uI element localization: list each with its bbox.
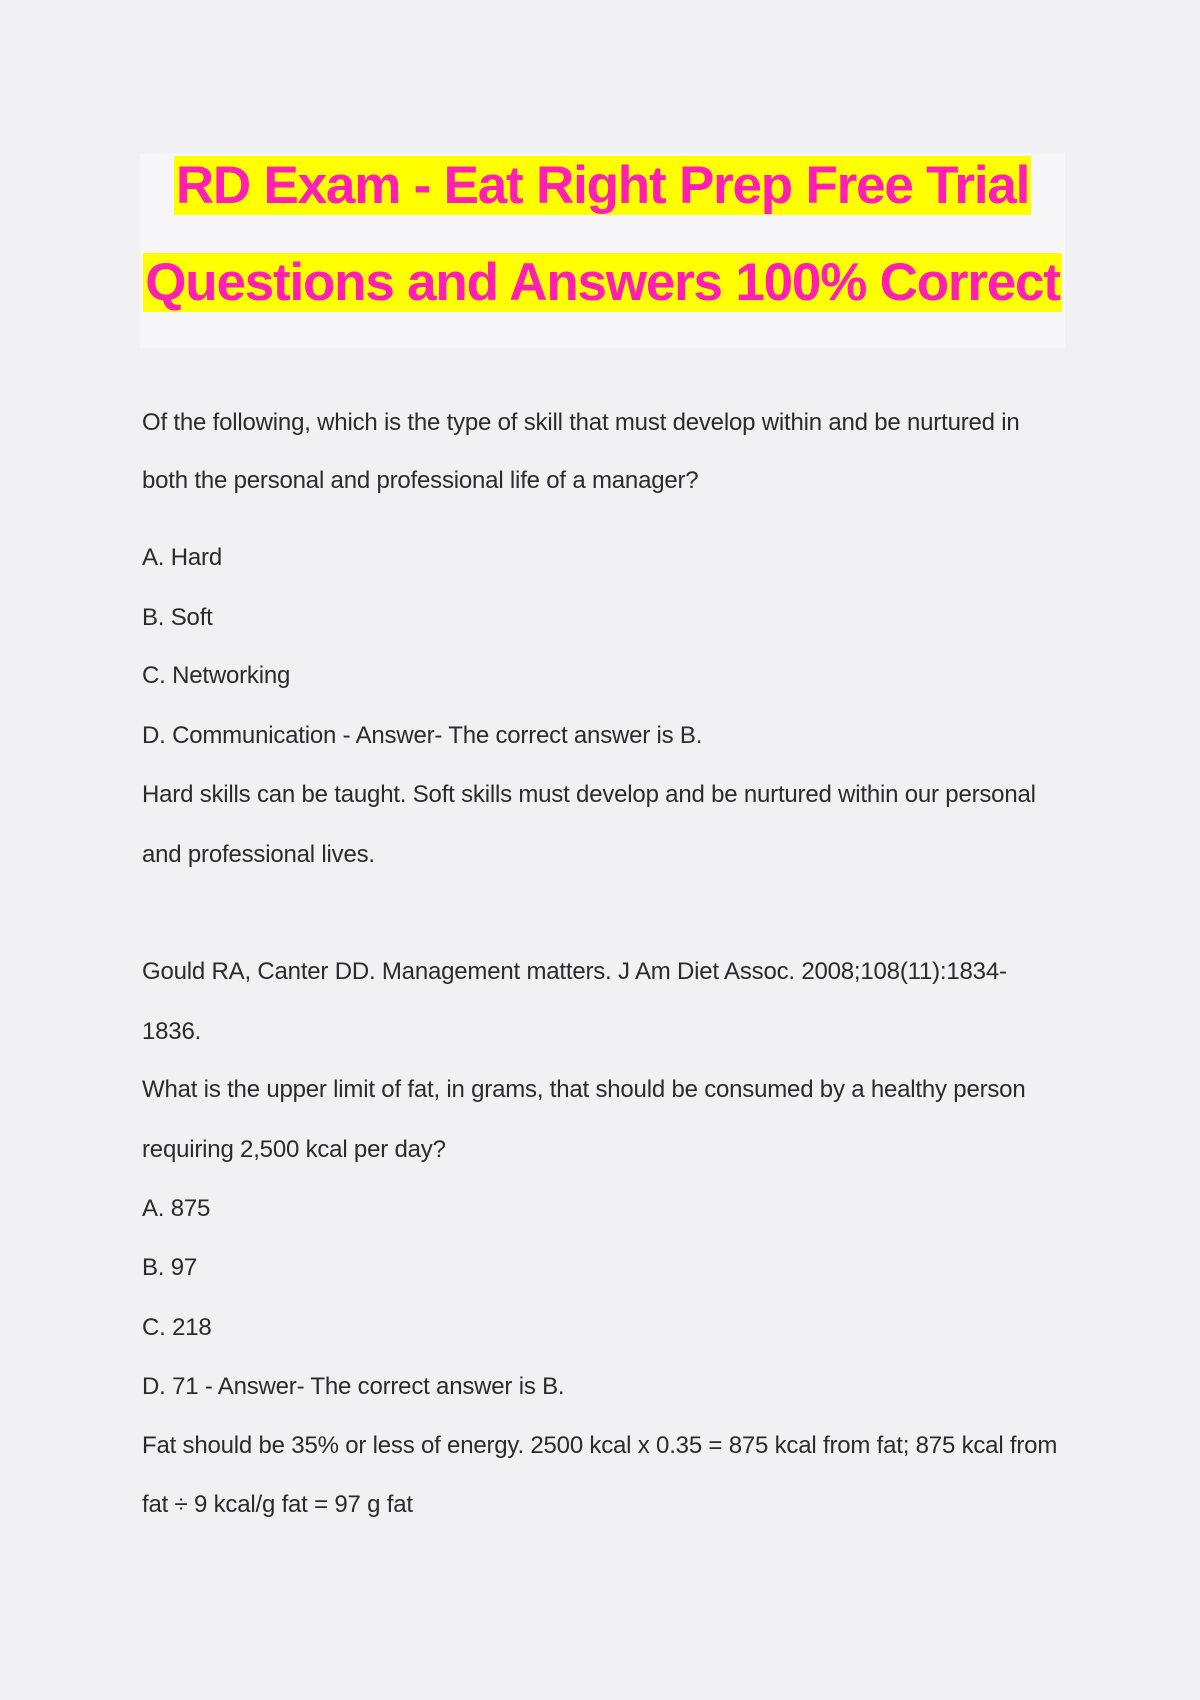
- question-1-stem-line-2: both the personal and professional life of a manager?: [142, 467, 699, 494]
- question-2-stem-line-1: What is the upper limit of fat, in grams, that should be consumed by a healthy person: [142, 1076, 1026, 1103]
- question-1-explanation-line-1: Hard skills can be taught. Soft skills must develop and be nurtured within our personal: [142, 781, 1036, 808]
- question-2-option-c: C. 218: [142, 1314, 212, 1341]
- title-highlight: Questions and Answers 100% Correct: [145, 253, 1060, 312]
- question-1-option-d-answer: D. Communication - Answer- The correct answer is B.: [142, 722, 703, 749]
- question-2-explanation-line-1: Fat should be 35% or less of energy. 2500 kcal x 0.35 = 875 kcal from fat; 875 kcal from: [142, 1432, 1058, 1459]
- question-1-explanation-line-2: and professional lives.: [142, 841, 375, 868]
- question-2-option-a: A. 875: [142, 1195, 211, 1222]
- question-2-option-d-answer: D. 71 - Answer- The correct answer is B.: [142, 1373, 565, 1400]
- question-1-reference-line-2: 1836.: [142, 1018, 202, 1045]
- document-title-line-2: [140, 251, 1065, 315]
- question-1-reference-line-1: Gould RA, Canter DD. Management matters. J Am Diet Assoc. 2008;108(11):1834-: [142, 958, 1007, 985]
- title-highlight: RD Exam - Eat Right Prep Free Trial: [175, 156, 1030, 215]
- question-1-option-c: C. Networking: [142, 662, 291, 689]
- question-2-explanation-line-2: fat ÷ 9 kcal/g fat = 97 g fat: [142, 1491, 413, 1518]
- question-2-option-b: B. 97: [142, 1254, 198, 1281]
- question-1-option-b: B. Soft: [142, 604, 213, 631]
- question-2-stem-line-2: requiring 2,500 kcal per day?: [142, 1136, 446, 1163]
- question-1-stem-line-1: Of the following, which is the type of skill that must develop within and be nurtured in: [142, 409, 1020, 436]
- question-1-option-a: A. Hard: [142, 544, 222, 571]
- document-title-line-1: [140, 154, 1065, 218]
